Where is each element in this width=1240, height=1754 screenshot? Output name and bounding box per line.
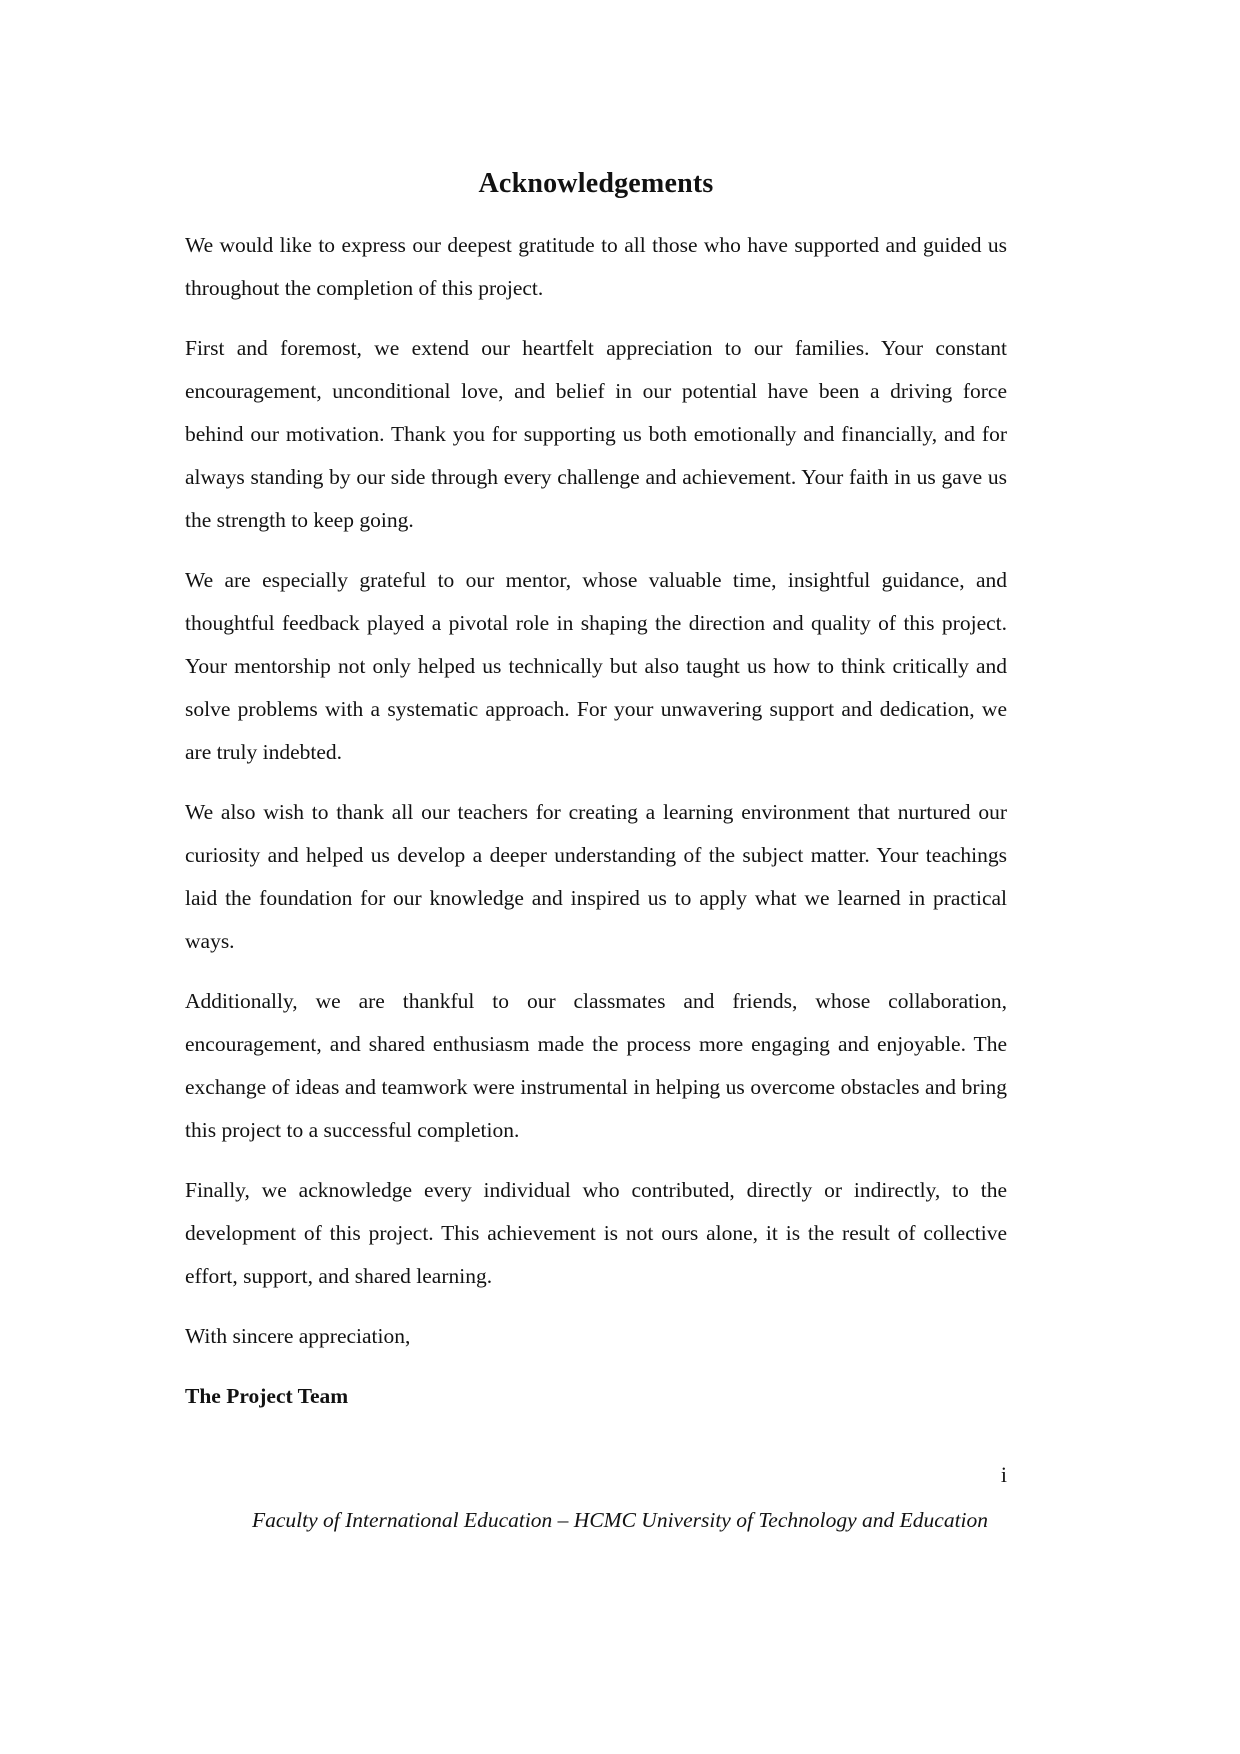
page-content	[185, 168, 1007, 1418]
paragraph: We also wish to thank all our teachers for creating a learning environment that nurtured our curiosity and helped us develop a deeper understanding of the subject matter. Your teachings laid the foundation for our knowledge and inspired us to apply what we learned in practical ways.	[185, 800, 1007, 953]
paragraph: We are especially grateful to our mentor, whose valuable time, insightful guidance, and thoughtful feedback played a pivotal role in shaping the direction and quality of this project. Your mentorship not only helped us technically but also taught us how to think critically and solve problems with a systematic approach. For your unwavering support and dedication, we are truly indebted.	[185, 568, 1007, 764]
closing-line: With sincere appreciation,	[185, 1324, 411, 1348]
paragraph: Additionally, we are thankful to our classmates and friends, whose collaboration, encouragement, and shared enthusiasm made the process more engaging and enjoyable. The exchange of ideas and teamwork were instrumental in helping us overcome obstacles and bring this project to a successful completion.	[185, 989, 1007, 1142]
page-number: i	[1000, 1462, 1007, 1487]
paragraph: Finally, we acknowledge every individual who contributed, directly or indirectly, to the development of this project. This achievement is not ours alone, it is the result of collective effort, support, and shared learning.	[185, 1178, 1007, 1288]
paragraph: First and foremost, we extend our heartfelt appreciation to our families. Your constant encouragement, unconditional love, and belief in our potential have been a driving force behind our motivation. Thank you for supporting us both emotionally and financially, and for always standing by our side through every challenge and achievement. Your faith in us gave us the strength to keep going.	[185, 336, 1007, 532]
paragraph: We would like to express our deepest gratitude to all those who have supported and guided us throughout the completion of this project.	[185, 233, 1007, 300]
footer-text: Faculty of International Education – HCMC University of Technology and Education	[251, 1508, 989, 1532]
page-title: Acknowledgements	[478, 168, 714, 199]
signature-line: The Project Team	[185, 1384, 349, 1408]
